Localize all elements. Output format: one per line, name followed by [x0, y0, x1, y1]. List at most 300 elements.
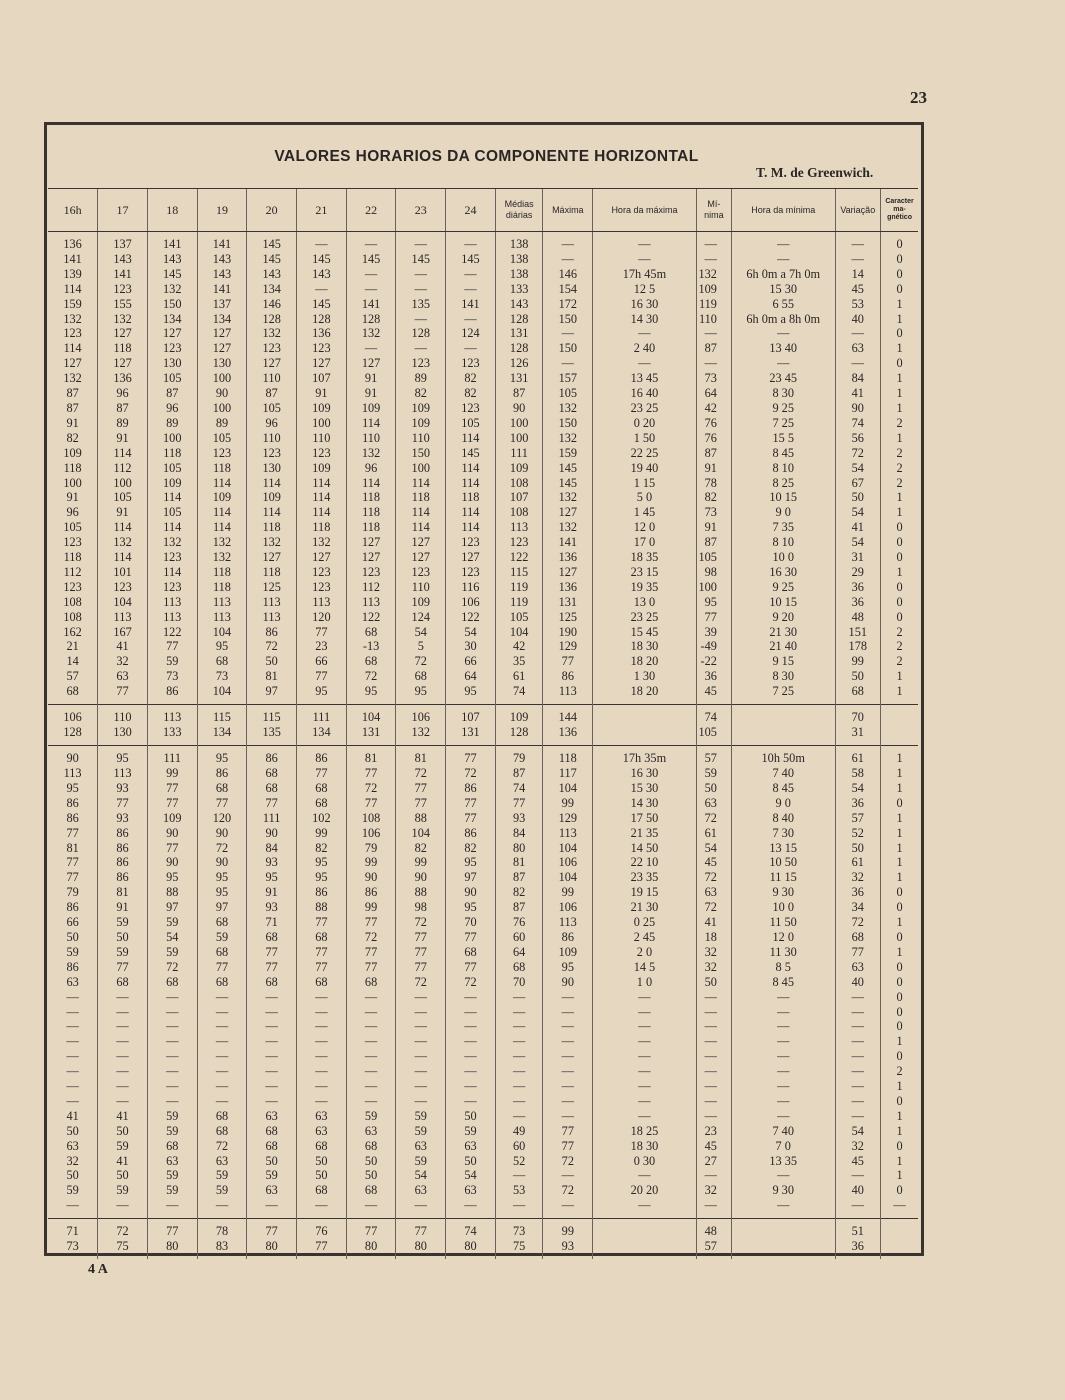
table-cell: 9 30	[731, 885, 835, 900]
table-cell: —	[835, 1019, 881, 1034]
table-cell: 132	[147, 282, 197, 297]
table-cell: 128	[396, 326, 446, 341]
table-cell: 82	[495, 885, 543, 900]
table-cell: 119	[495, 595, 543, 610]
table-cell: 132	[197, 535, 247, 550]
table-cell: 86	[66, 900, 79, 915]
table-cell: 86	[66, 795, 79, 810]
table-cell: 100	[495, 416, 543, 431]
table-cell: 77	[66, 855, 79, 870]
table-row	[48, 312, 918, 327]
table-cell: —	[197, 1064, 247, 1079]
table-cell: 123	[197, 446, 247, 461]
table-cell: —	[446, 267, 496, 282]
table-cell: —	[593, 1168, 697, 1183]
table-cell: 113	[197, 595, 247, 610]
table-cell: 128	[63, 725, 82, 740]
table-cell: 132	[396, 725, 446, 746]
table-cell: —	[696, 1079, 731, 1094]
table-cell: 72	[543, 1183, 593, 1198]
table-cell: —	[297, 1064, 347, 1079]
table-cell: 61	[696, 826, 731, 841]
table-cell: 110	[247, 371, 297, 386]
table-cell: 113	[63, 766, 82, 780]
table-cell: 145	[247, 232, 297, 252]
table-cell: 145	[297, 297, 347, 312]
table-cell: 86	[98, 855, 148, 870]
table-cell: 86	[543, 930, 593, 945]
table-cell: 122	[147, 625, 197, 640]
table-row	[48, 654, 918, 669]
table-cell: 83	[197, 1239, 247, 1259]
table-cell: 123	[396, 565, 446, 580]
table-cell: —	[147, 1034, 197, 1049]
table-cell: 1	[881, 766, 918, 781]
table-cell: 54	[696, 841, 731, 856]
table-row	[48, 885, 918, 900]
table-cell: 34	[835, 900, 881, 915]
table-cell: 50	[696, 975, 731, 990]
table-cell: 2	[881, 416, 918, 431]
table-row	[48, 1034, 918, 1049]
table-cell: 90	[495, 401, 543, 416]
table-cell: —	[696, 356, 731, 371]
table-cell: 1	[881, 312, 918, 327]
table-row	[48, 1183, 918, 1198]
table-cell: —	[696, 990, 731, 1005]
table-cell: 29	[835, 565, 881, 580]
table-cell: 50	[696, 781, 731, 796]
table-row	[48, 766, 918, 781]
table-cell: —	[446, 1198, 496, 1218]
table-cell: 18 25	[593, 1124, 697, 1139]
table-cell: 123	[495, 535, 543, 550]
table-cell: 48	[696, 1219, 731, 1240]
table-cell: 59	[147, 654, 197, 669]
table-cell: —	[346, 990, 396, 1005]
table-cell: 21 40	[731, 639, 835, 654]
table-cell: 96	[247, 416, 297, 431]
table-cell: 77	[446, 811, 496, 826]
table-row	[48, 267, 918, 282]
table-cell: 122	[495, 550, 543, 565]
table-cell: 143	[495, 297, 543, 312]
table-cell: 57	[66, 669, 79, 684]
table-cell: 8 30	[731, 386, 835, 401]
table-cell: 72	[346, 930, 396, 945]
table-cell: 80	[396, 1239, 446, 1259]
table-cell: 122	[346, 610, 396, 625]
table-cell: 90	[247, 826, 297, 841]
table-cell: —	[297, 1198, 347, 1218]
table-cell: 41	[835, 520, 881, 535]
table-row	[48, 252, 918, 267]
table-cell: 59	[396, 1109, 446, 1124]
table-cell: 73	[696, 371, 731, 386]
table-cell: 132	[297, 535, 347, 550]
table-cell: 86	[98, 841, 148, 856]
table-cell: 127	[147, 326, 197, 341]
table-cell: 68	[297, 1139, 347, 1154]
table-cell: 48	[835, 610, 881, 625]
table-cell: 9 30	[731, 1183, 835, 1198]
table-row	[48, 1154, 918, 1169]
table-cell: 8 30	[731, 669, 835, 684]
table-cell: 8 45	[731, 781, 835, 796]
table-cell: 127	[543, 565, 593, 580]
table-cell: 59	[696, 766, 731, 781]
table-cell: 90	[446, 885, 496, 900]
table-cell: —	[247, 1019, 297, 1034]
table-cell: 105	[495, 610, 543, 625]
table-cell: 112	[63, 564, 82, 579]
table-cell: 112	[346, 580, 396, 595]
table-row	[48, 1005, 918, 1020]
table-cell: 53	[835, 297, 881, 312]
table-cell: 93	[98, 811, 148, 826]
table-cell: 123	[247, 446, 297, 461]
table-cell: 86	[147, 684, 197, 704]
table-cell: 114	[346, 476, 396, 491]
table-cell: —	[696, 326, 731, 341]
table-cell: 114	[98, 446, 148, 461]
table-cell: 123	[147, 580, 197, 595]
table-cell: —	[346, 1049, 396, 1064]
table-cell: 15 30	[593, 781, 697, 796]
table-cell: 32	[696, 960, 731, 975]
table-cell: —	[98, 1005, 148, 1020]
table-cell: 30	[446, 639, 496, 654]
table-cell: 2	[881, 654, 918, 669]
table-cell: 81	[396, 746, 446, 766]
table-cell: 143	[247, 267, 297, 282]
table-cell: 54	[835, 781, 881, 796]
table-cell: 87	[495, 870, 543, 885]
table-cell: 8 10	[731, 461, 835, 476]
table-cell: —	[731, 1109, 835, 1124]
table-cell: —	[147, 1079, 197, 1094]
table-cell: —	[731, 1168, 835, 1183]
table-row	[48, 431, 918, 446]
table-cell: 0	[881, 1019, 918, 1034]
table-cell: 114	[197, 520, 247, 535]
table-title: VALORES HORARIOS DA COMPONENTE HORIZONTAL	[274, 148, 699, 165]
table-cell: 132	[696, 267, 731, 282]
table-cell: 77	[98, 960, 148, 975]
table-cell: —	[593, 1019, 697, 1034]
table-cell: 172	[543, 297, 593, 312]
table-cell: 81	[346, 746, 396, 766]
table-cell: —	[66, 1004, 79, 1019]
table-cell: 129	[543, 639, 593, 654]
table-cell: —	[731, 252, 835, 267]
table-cell: 123	[63, 535, 82, 550]
table-cell: 45	[696, 855, 731, 870]
table-cell: —	[147, 1094, 197, 1109]
table-cell: 87	[696, 446, 731, 461]
table-cell: 21 30	[593, 900, 697, 915]
table-cell: —	[396, 312, 446, 327]
table-cell: 91	[696, 520, 731, 535]
table-cell: 106	[48, 705, 98, 726]
table-cell: 91	[346, 371, 396, 386]
table-cell: 59	[66, 944, 79, 959]
table-cell: 68	[197, 1124, 247, 1139]
table-cell: 54	[835, 505, 881, 520]
table-cell: 77	[543, 1124, 593, 1139]
table-row	[48, 826, 918, 841]
table-cell: 109	[495, 705, 543, 726]
table-cell: 162	[63, 624, 82, 639]
table-cell: 6h 0m a 7h 0m	[731, 267, 835, 282]
table-cell: 132	[543, 431, 593, 446]
table-cell: —	[297, 232, 347, 252]
table-cell: 128	[297, 312, 347, 327]
table-cell: 59	[98, 945, 148, 960]
table-cell: 2 40	[593, 341, 697, 356]
table-cell: 0	[881, 885, 918, 900]
table-cell: 50	[297, 1168, 347, 1183]
table-cell: 15 45	[593, 625, 697, 640]
table-cell: 118	[197, 461, 247, 476]
table-cell: 23	[297, 639, 347, 654]
table-cell: 72	[543, 1154, 593, 1169]
table-cell: 39	[696, 625, 731, 640]
table-cell: 63	[297, 1109, 347, 1124]
table-cell: 127	[98, 356, 148, 371]
table-cell: 87	[696, 535, 731, 550]
table-cell: 14 50	[593, 841, 697, 856]
table-cell: 130	[197, 356, 247, 371]
table-cell: 9 0	[731, 505, 835, 520]
table-cell: 123	[446, 535, 496, 550]
table-cell: 105	[543, 386, 593, 401]
table-cell: 130	[98, 725, 148, 746]
table-cell: 68	[396, 669, 446, 684]
table-cell: —	[446, 1049, 496, 1064]
table-cell: 110	[247, 431, 297, 446]
table-cell: 89	[197, 416, 247, 431]
table-cell: 16 30	[593, 297, 697, 312]
table-cell: 8 5	[731, 960, 835, 975]
table-cell: —	[731, 1005, 835, 1020]
table-row	[48, 461, 918, 476]
table-cell: —	[66, 1019, 79, 1034]
table-cell: 70	[446, 915, 496, 930]
table-cell: 118	[346, 505, 396, 520]
table-cell: 125	[543, 610, 593, 625]
table-cell: 1 0	[593, 975, 697, 990]
table-cell: 90	[346, 870, 396, 885]
table-cell: 127	[297, 550, 347, 565]
table-cell: 60	[495, 930, 543, 945]
table-row	[48, 1124, 918, 1139]
table-cell: 79	[495, 746, 543, 766]
table-cell: 95	[197, 885, 247, 900]
table-cell: 68	[197, 915, 247, 930]
table-cell: 157	[543, 371, 593, 386]
table-cell: 54	[446, 625, 496, 640]
table-cell: 110	[297, 431, 347, 446]
table-cell: —	[593, 1094, 697, 1109]
table-cell: 41	[98, 1109, 148, 1124]
table-row	[48, 416, 918, 431]
table-cell: -22	[696, 654, 731, 669]
table-cell: 118	[396, 490, 446, 505]
table-cell: 68	[147, 1139, 197, 1154]
table-row	[48, 746, 918, 766]
table-cell: 113	[543, 826, 593, 841]
table-cell: 109	[696, 282, 731, 297]
table-cell: 105	[696, 550, 731, 565]
table-cell: 104	[346, 705, 396, 726]
table-cell: 0 25	[593, 915, 697, 930]
table-cell: 114	[63, 281, 82, 296]
table-cell: —	[396, 282, 446, 297]
table-cell: 95	[297, 684, 347, 704]
table-cell: 7 25	[731, 416, 835, 431]
table-cell: 114	[446, 505, 496, 520]
table-cell: 77	[543, 1139, 593, 1154]
table-cell: 77	[297, 915, 347, 930]
table-cell: 19 15	[593, 885, 697, 900]
table-cell: 115	[247, 705, 297, 726]
table-cell: 82	[396, 841, 446, 856]
table-cell: 145	[543, 476, 593, 491]
table-cell: 95	[446, 855, 496, 870]
table-cell: 127	[197, 326, 247, 341]
table-row	[48, 232, 918, 252]
table-cell: 86	[98, 826, 148, 841]
table-cell: 91	[98, 431, 148, 446]
table-cell	[731, 725, 835, 746]
table-cell: 80	[446, 1239, 496, 1259]
table-cell: 86	[197, 766, 247, 781]
table-cell: 72	[446, 766, 496, 781]
table-cell: 132	[197, 550, 247, 565]
page-footer: 4 A	[88, 1262, 108, 1277]
table-cell: 132	[543, 401, 593, 416]
table-cell: 132	[247, 535, 297, 550]
table-cell: —	[543, 1049, 593, 1064]
table-cell: 154	[543, 282, 593, 297]
table-cell: 77	[297, 625, 347, 640]
table-row	[48, 684, 918, 704]
table-cell: 108	[495, 505, 543, 520]
table-cell: 109	[543, 945, 593, 960]
table-cell: 1 30	[593, 669, 697, 684]
table-cell: 128	[495, 725, 543, 746]
table-cell: 90	[197, 855, 247, 870]
hourly-values-table	[48, 188, 918, 1259]
table-cell: 51	[835, 1219, 881, 1240]
table-cell: 93	[543, 1239, 593, 1259]
table-cell: 95	[197, 746, 247, 766]
table-cell	[593, 705, 697, 726]
table-cell: 63	[835, 341, 881, 356]
table-row	[48, 990, 918, 1005]
table-cell: 77	[346, 945, 396, 960]
table-cell: —	[247, 990, 297, 1005]
table-cell: 45	[835, 282, 881, 297]
table-cell: 114	[147, 565, 197, 580]
table-cell: 50	[835, 841, 881, 856]
table-cell: 10h 50m	[731, 746, 835, 766]
table-cell: —	[297, 1094, 347, 1109]
table-cell: 123	[396, 356, 446, 371]
table-cell: 1	[881, 746, 918, 766]
table-cell: —	[543, 1168, 593, 1183]
table-cell: —	[835, 1049, 881, 1064]
table-cell: 131	[543, 595, 593, 610]
table-cell: 102	[297, 811, 347, 826]
table-cell: —	[696, 1109, 731, 1124]
table-cell: 82	[66, 430, 79, 445]
table-cell: 0	[881, 1139, 918, 1154]
table-cell: 77	[396, 930, 446, 945]
table-cell: 19 35	[593, 580, 697, 595]
table-cell: 136	[98, 371, 148, 386]
table-cell: 86	[297, 746, 347, 766]
table-cell: 123	[297, 446, 347, 461]
table-cell: 63	[396, 1183, 446, 1198]
table-cell: 76	[297, 1219, 347, 1240]
table-cell: 61	[835, 855, 881, 870]
table-cell: 8 25	[731, 476, 835, 491]
table-cell: 91	[696, 461, 731, 476]
table-cell: 74	[446, 1219, 496, 1240]
table-cell: 77	[297, 945, 347, 960]
table-cell: 17h 35m	[593, 746, 697, 766]
table-cell: —	[593, 1079, 697, 1094]
table-cell: -49	[696, 639, 731, 654]
table-cell: 80	[346, 1239, 396, 1259]
table-cell: 134	[147, 312, 197, 327]
table-row	[48, 781, 918, 796]
table-cell: 9 15	[731, 654, 835, 669]
table-cell: 114	[446, 461, 496, 476]
table-cell: 5 0	[593, 490, 697, 505]
table-cell: —	[98, 1198, 148, 1218]
table-cell: 56	[835, 431, 881, 446]
table-cell: 63	[98, 669, 148, 684]
table-cell: 0	[881, 975, 918, 990]
table-cell: 136	[543, 725, 593, 746]
table-cell: 74	[696, 705, 731, 726]
table-cell: 1 45	[593, 505, 697, 520]
table-cell: 0 20	[593, 416, 697, 431]
table-cell: 116	[446, 580, 496, 595]
table-cell: 63	[396, 1139, 446, 1154]
table-row	[48, 1109, 918, 1124]
table-row	[48, 356, 918, 371]
table-subtitle: T. M. de Greenwich.	[756, 165, 874, 180]
table-cell: 123	[446, 356, 496, 371]
table-cell: —	[147, 1064, 197, 1079]
table-cell: —	[297, 1034, 347, 1049]
table-cell: 70	[495, 975, 543, 990]
table-cell: 50	[346, 1154, 396, 1169]
table-cell: 2 0	[593, 945, 697, 960]
table-cell: —	[98, 1064, 148, 1079]
table-cell: 75	[98, 1239, 148, 1259]
table-cell: 136	[543, 580, 593, 595]
table-cell: 68	[346, 975, 396, 990]
table-cell: 72	[346, 781, 396, 796]
table-cell: 63	[247, 1183, 297, 1198]
table-cell: 131	[495, 371, 543, 386]
table-cell: 151	[835, 625, 881, 640]
